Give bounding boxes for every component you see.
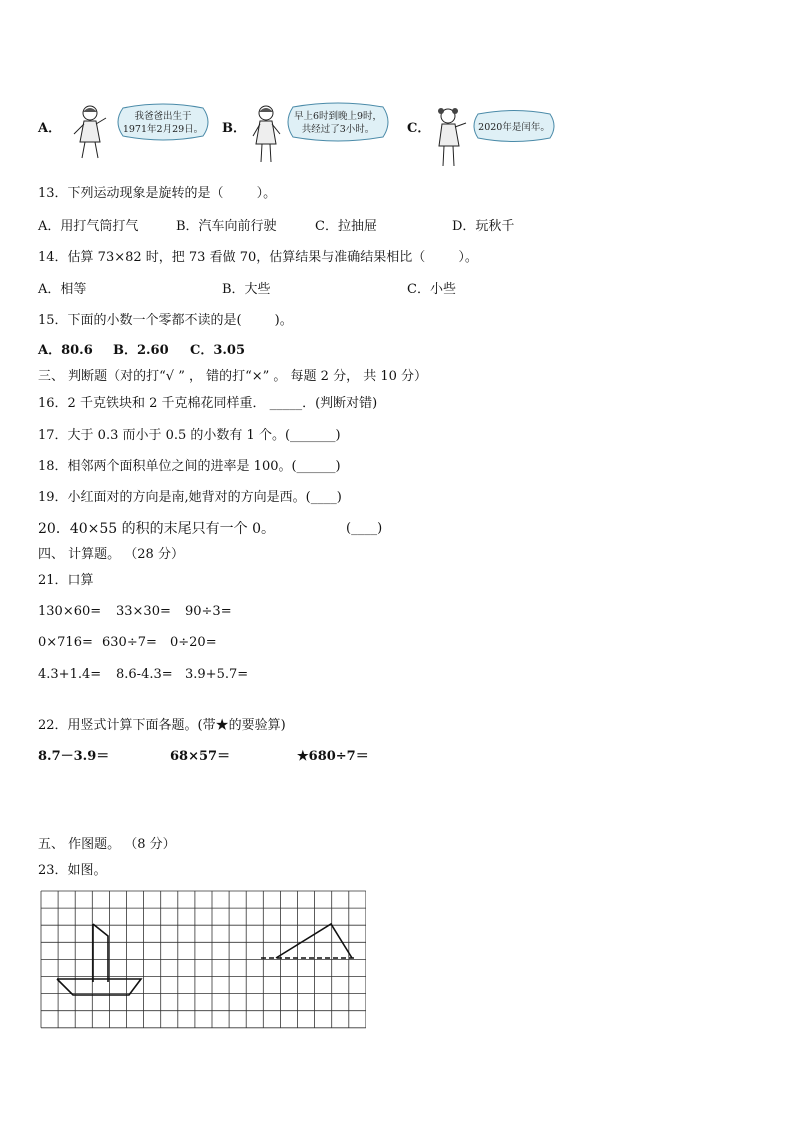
oral-calc-item: 3.9+5.7= (185, 667, 249, 682)
speech-line: 1971年2月29日。 (122, 124, 204, 135)
girl-illustration (70, 104, 112, 160)
vertical-calc-item: 68×57＝ (170, 749, 231, 764)
q16: 16．2 千克铁块和 2 千克棉花同样重． _____．(判断对错) (38, 396, 378, 411)
q14-option-b: B．大些 (222, 282, 271, 297)
q13-option-c: C．拉抽屉 (315, 219, 377, 234)
grid-figure (40, 890, 366, 1032)
q22-title: 22．用竖式计算下面各题。(带★的要验算) (38, 718, 286, 733)
triangle-shape (276, 924, 352, 958)
q20-text: 20．40×55 的积的末尾只有一个 0。 (38, 521, 275, 537)
option-label: A． (38, 121, 62, 136)
q14-option-a: A．相等 (38, 282, 87, 297)
girl-illustration (432, 106, 468, 168)
q14-option-c: C．小些 (407, 282, 456, 297)
speech-bubble (283, 101, 393, 143)
q13-option-b: B．汽车向前行驶 (176, 219, 277, 234)
oral-calc-item: 0×716= (38, 635, 93, 650)
oral-calc-item: 8.6-4.3= (116, 667, 173, 682)
q18: 18．相邻两个面积单位之间的进率是 100。(______) (38, 459, 341, 474)
section5-title: 五、 作图题。 （8 分） (38, 837, 176, 852)
q13-option-d: D．玩秋千 (452, 219, 515, 234)
vertical-calc-item: 8.7－3.9＝ (38, 749, 110, 764)
q15-option-a: A．80.6 (38, 343, 93, 358)
q21-title: 21．口算 (38, 573, 94, 588)
section4-title: 四、 计算题。 （28 分） (38, 547, 184, 562)
q23-title: 23．如图。 (38, 863, 107, 878)
oral-calc-item: 130×60= (38, 604, 102, 619)
vertical-calc-item: ★680÷7＝ (297, 749, 369, 764)
q15-option-b: B．2.60 (113, 343, 169, 358)
oral-calc-item: 630÷7= (102, 635, 157, 650)
q15-stem: 15．下面的小数一个零都不读的是( )。 (38, 313, 293, 328)
q14-stem: 14．估算 73×82 时，把 73 看做 70，估算结果与准确结果相比（ ）。 (38, 250, 478, 265)
q13-stem: 13．下列运动现象是旋转的是（ ）。 (38, 186, 277, 201)
drawing-grid (40, 890, 366, 1036)
speech-line: 共经过了3小时。 (301, 124, 375, 135)
girl-illustration (248, 104, 284, 164)
q17: 17．大于 0.3 而小于 0.5 的小数有 1 个。(_______) (38, 428, 341, 443)
oral-calc-item: 4.3+1.4= (38, 667, 102, 682)
q13-option-a: A．用打气筒打气 (38, 219, 139, 234)
oral-calc-item: 0÷20= (170, 635, 217, 650)
q19: 19．小红面对的方向是南,她背对的方向是西。(____) (38, 490, 342, 505)
q15-option-c: C．3.05 (190, 343, 246, 358)
speech-line: 早上6时到晚上9时， (293, 111, 383, 122)
q20-blank: (____) (346, 521, 383, 536)
speech-bubble (470, 109, 558, 143)
speech-bubble (113, 102, 213, 142)
speech-line: 我爸爸出生于 (134, 111, 192, 122)
oral-calc-item: 90÷3= (185, 604, 232, 619)
option-label: B． (222, 121, 246, 136)
speech-line: 2020年是闰年。 (478, 122, 550, 133)
section3-title: 三、 判断题（对的打“√ ” ， 错的打“×” 。 每题 2 分， 共 10 分） (38, 369, 428, 384)
oral-calc-item: 33×30= (116, 604, 171, 619)
option-label: C． (407, 121, 431, 136)
